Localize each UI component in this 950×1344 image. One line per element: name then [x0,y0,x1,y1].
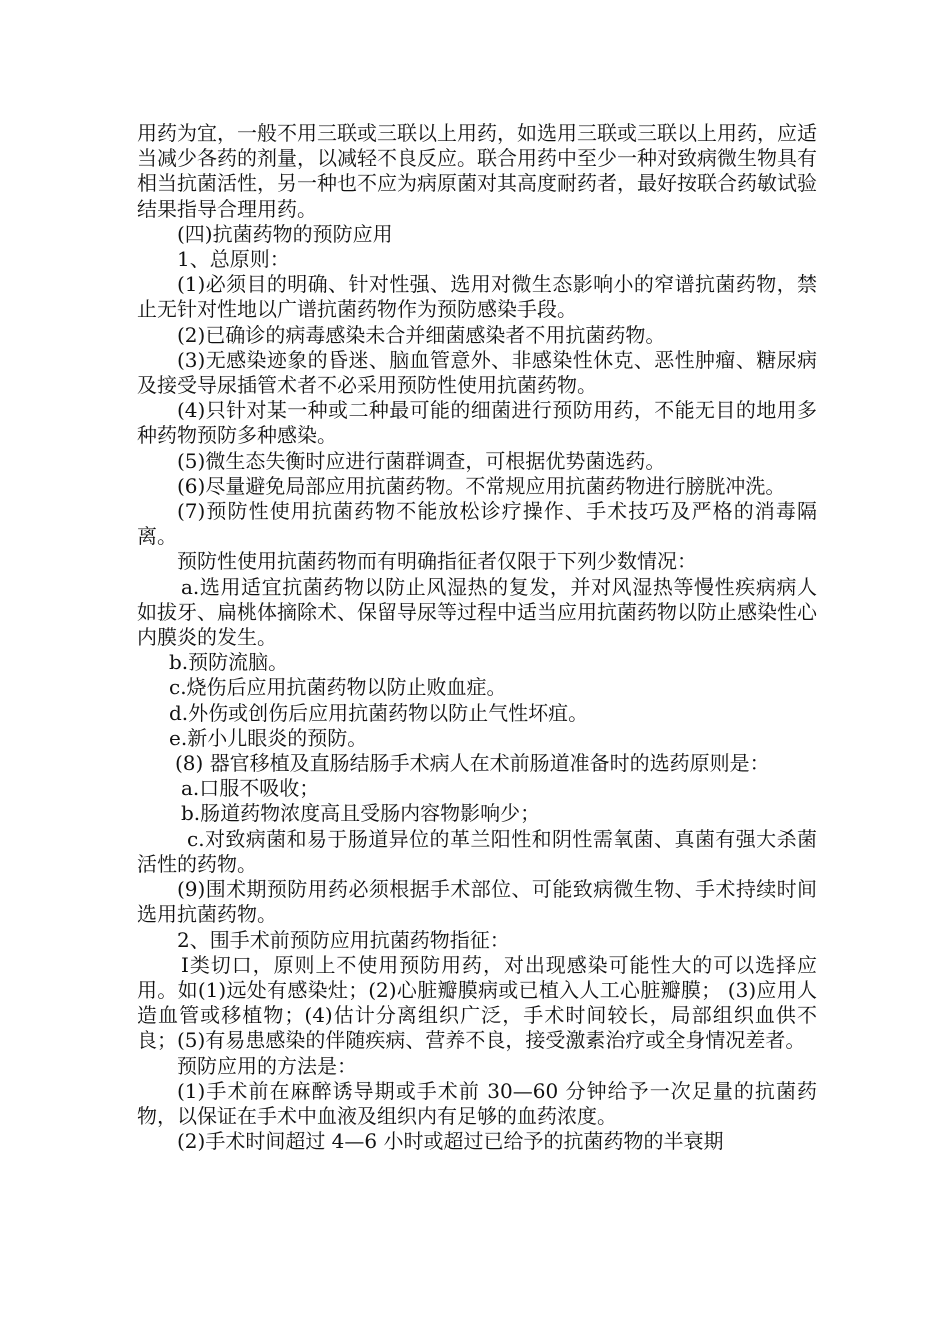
paragraph: 用药为宜，一般不用三联或三联以上用药，如选用三联或三联以上用药，应适当减少各药的剂量，以减轻不良反应。联合用药中至少一种对致病微生物具有相当抗菌活性，另一种也不应为病原菌对其高度耐药者，最好按联合药敏试验结果指导合理用药。 [137,121,817,221]
list-item: b.预防流脑。 [169,650,289,675]
paragraph: (2)手术时间超过 4—6 小时或超过已给予的抗菌药物的半衰期 [177,1129,724,1154]
paragraph: (6)尽量避免局部应用抗菌药物。不常规应用抗菌药物进行膀胱冲洗。 [177,473,786,498]
list-item: a.口服不吸收； [181,776,320,801]
paragraph: (1)必须目的明确、针对性强、选用对微生态影响小的窄谱抗菌药物，禁止无针对性地以广谱抗菌药物作为预防感染手段。 [137,272,817,322]
paragraph: (3)无感染迹象的昏迷、脑血管意外、非感染性休克、恶性肿瘤、糖尿病及接受导尿插管术者不必采用预防性使用抗菌药物。 [137,347,817,398]
document-body [137,121,817,1154]
list-item: b.肠道药物浓度高且受肠内容物影响少； [181,801,541,826]
paragraph: (7)预防性使用抗菌药物不能放松诊疗操作、手术技巧及严格的消毒隔离。 [137,499,817,549]
subsection-heading: 1、总原则： [177,247,290,272]
list-item: d.外伤或创伤后应用抗菌药物以防止气性坏疽。 [169,700,589,725]
paragraph: (9)围术期预防用药必须根据手术部位、可能致病微生物、手术持续时间选用抗菌药物。 [137,877,817,927]
paragraph: (2)已确诊的病毒感染未合并细菌感染者不用抗菌药物。 [177,322,666,347]
list-item: c.烧伤后应用抗菌药物以防止败血症。 [169,675,507,700]
paragraph: 预防应用的方法是： [177,1053,357,1078]
paragraph: (1)手术前在麻醉诱导期或手术前 30—60 分钟给予一次足量的抗菌药物，以保证在手术中血液及组织内有足够的血药浓度。 [137,1078,817,1128]
subsection-heading: 2、围手术前预防应用抗菌药物指征： [177,927,510,952]
list-item: a.选用适宜抗菌药物以防止风湿热的复发，并对风湿热等慢性疾病病人如拔牙、扁桃体摘除术、保留导尿等过程中适当应用抗菌药物以防止感染性心内膜炎的发生。 [137,574,817,650]
section-heading: (四)抗菌药物的预防应用 [177,221,393,246]
paragraph: Ⅰ类切口，原则上不使用预防用药，对出现感染可能性大的可以选择应用。如(1)远处有感染灶；(2)心脏瓣膜病或已植入人工心脏瓣膜； (3)应用人造血管或移植物；(4)估计分离组织广泛，手术时间较长，局部组织血供不良；(5)有易患感染的伴随疾病、营养不良，接受激素治疗或全身情况差者。 [137,952,817,1053]
paragraph: 预防性使用抗菌药物而有明确指征者仅限于下列少数情况： [177,549,697,574]
list-item: e.新小儿眼炎的预防。 [169,725,368,750]
paragraph: (5)微生态失衡时应进行菌群调查，可根据优势菌选药。 [177,448,666,473]
paragraph: (8) 器官移植及直肠结肠手术病人在术前肠道准备时的选药原则是： [175,751,770,776]
paragraph: (4)只针对某一种或二种最可能的细菌进行预防用药，不能无目的地用多种药物预防多种感染。 [137,398,817,448]
list-item: c.对致病菌和易于肠道异位的革兰阳性和阴性需氧菌、真菌有强大杀菌活性的药物。 [137,826,817,876]
